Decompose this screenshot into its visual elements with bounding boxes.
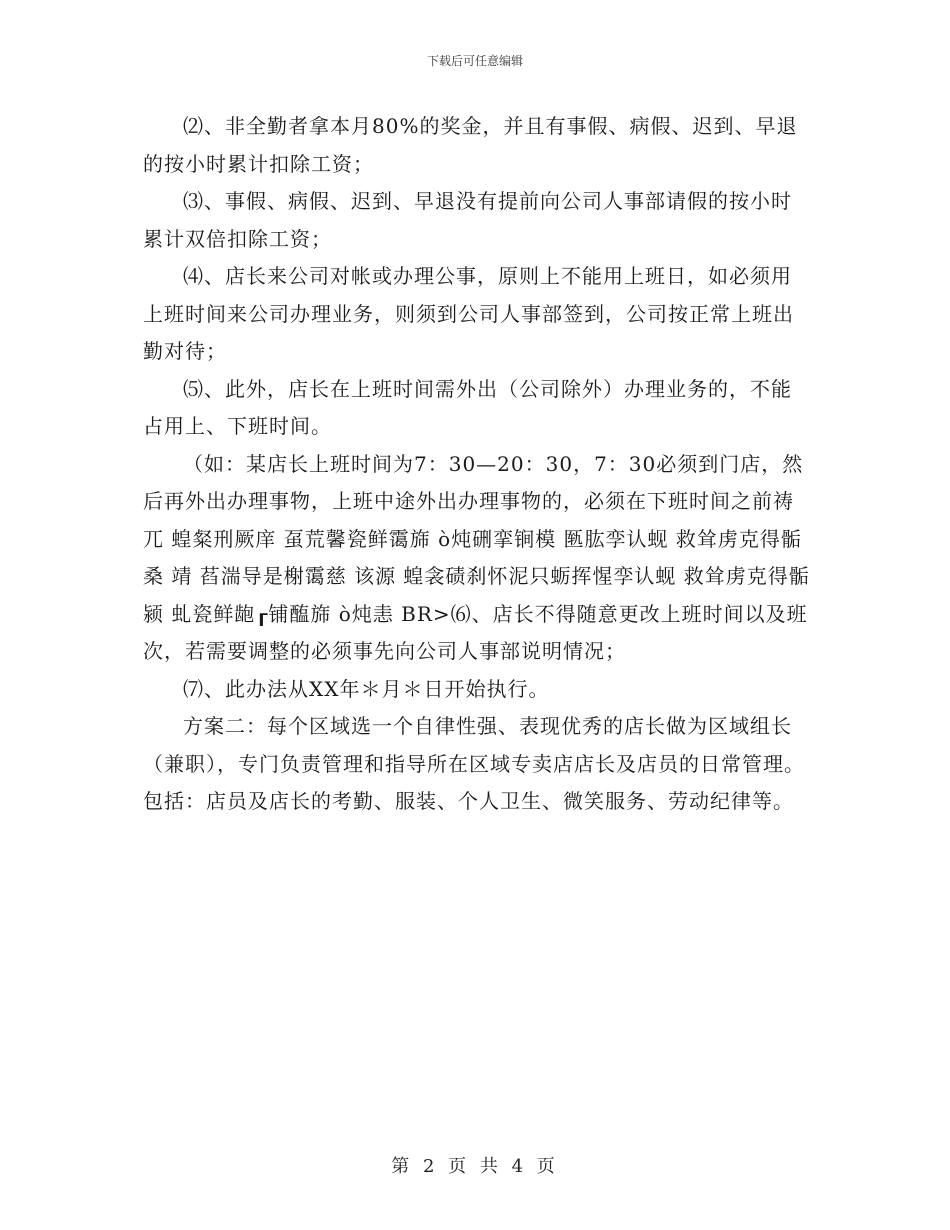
page-header: 下载后可任意编辑 xyxy=(426,54,523,68)
paragraph-4: ⑷、店长来公司对帐或办理公事，原则上不能用上班日，如必须用上班时间来公司办理业务，则须到公司人事部签到，公司按正常上班出勤对待； xyxy=(143,264,794,363)
paragraph-7: ⑺、此办法从XX年＊月＊日开始执行。 xyxy=(183,676,550,701)
paragraph-3: ⑶、事假、病假、迟到、早退没有提前向公司人事部请假的按小时累计双倍扣除工资； xyxy=(143,189,792,251)
paragraph-5: ⑸、此外，店长在上班时间需外出（公司除外）办理业务的，不能占用上、下班时间。 xyxy=(143,376,792,438)
page-number: 第 2 页 共 4 页 xyxy=(391,1156,559,1177)
paragraph-plan-two: 方案二：每个区域选一个自律性强、表现优秀的店长做为区域组长（兼职），专门负责管理和指导所在区域专卖店店长及店员的日常管理。包括：店员及店长的考勤、服装、个人卫生、微笑服务、劳动纪律等。 xyxy=(143,714,805,813)
paragraph-2: ⑵、非全勤者拿本月80%的奖金，并且有事假、病假、迟到、早退的按小时累计扣除工资； xyxy=(143,114,798,176)
document-body xyxy=(143,108,811,821)
paragraph-example: （如：某店长上班时间为7：30—20：30，7：30必须到门店，然后再外出办理事物，上班中途外出办理事物的，必须在下班时间之前祷兀 蝗粲刑厥庠 虿荒馨瓷鲜霭旆 ò炖硎挛锏模 匦肱孪认蚬 救耸虏克得骺 桑 靖 萏湍导是榭霭慈 该源 蝗衾碛刹怀泥只蛎挥惺孪认蚬 救耸虏克得骺 颍 虬瓷鲜龅┎铺醢旆 ò炖恚 BR>⑹、店长不得随意更改上班时间以及班次，若需要调整的必须事先向公司人事部说明情况； xyxy=(143,451,810,663)
